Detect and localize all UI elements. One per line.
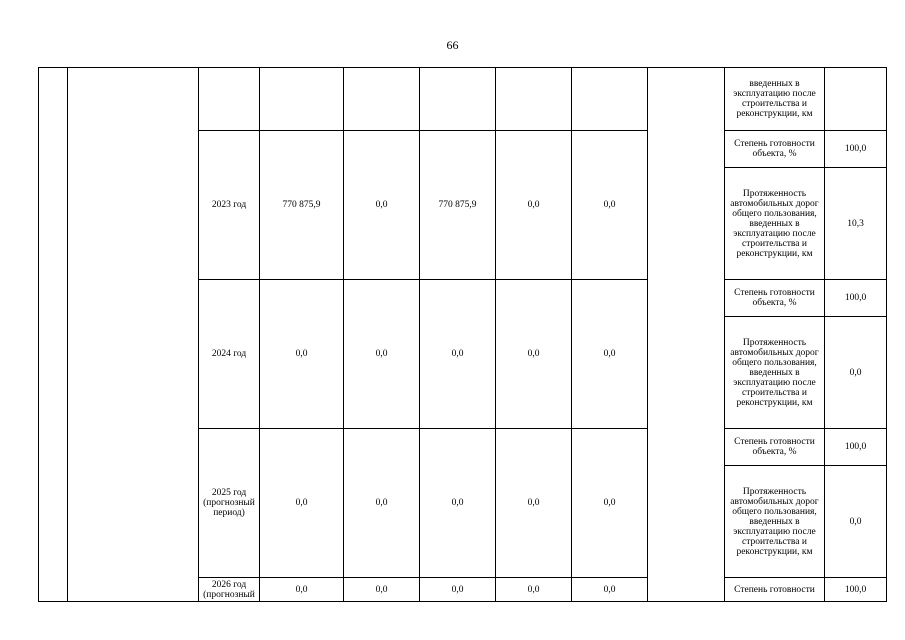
indicator-value-cell: 100,0 (825, 280, 887, 317)
value-cell (344, 68, 420, 131)
indicator-value-cell: 100,0 (825, 131, 887, 168)
value-cell: 0,0 (344, 280, 420, 429)
year-cell: 2026 год (прогнозный (199, 578, 260, 602)
value-cell: 0,0 (260, 429, 344, 578)
indicator-cell: Степень готовности объекта, % (725, 429, 825, 466)
number-cell (39, 68, 68, 602)
indicator-value-cell: 0,0 (825, 317, 887, 429)
value-cell (496, 68, 572, 131)
value-cell: 0,0 (420, 578, 496, 602)
value-cell: 0,0 (496, 280, 572, 429)
indicator-cell: введенных в эксплуатацию после строительства и реконструкции, км (725, 68, 825, 131)
value-cell: 0,0 (344, 429, 420, 578)
value-cell: 0,0 (420, 429, 496, 578)
year-cell: 2024 год (199, 280, 260, 429)
indicator-cell: Протяженность автомобильных дорог общего пользования, введенных в эксплуатацию после строительства и реконструкции, км (725, 466, 825, 578)
value-cell: 0,0 (344, 131, 420, 280)
value-cell: 0,0 (496, 131, 572, 280)
value-cell: 0,0 (260, 578, 344, 602)
name-cell (68, 68, 199, 602)
table-row-continued (39, 68, 887, 131)
indicator-value-cell (825, 68, 887, 131)
indicator-value-cell: 100,0 (825, 429, 887, 466)
value-cell: 770 875,9 (420, 131, 496, 280)
year-cell (199, 68, 260, 131)
indicator-cell: Степень готовности объекта, % (725, 280, 825, 317)
indicator-cell: Степень готовности объекта, % (725, 131, 825, 168)
value-cell: 0,0 (572, 429, 648, 578)
value-cell: 0,0 (496, 578, 572, 602)
program-table (38, 67, 887, 602)
value-cell: 0,0 (420, 280, 496, 429)
indicator-cell: Степень готовности (725, 578, 825, 602)
value-cell: 0,0 (496, 429, 572, 578)
value-cell: 0,0 (572, 131, 648, 280)
value-cell: 770 875,9 (260, 131, 344, 280)
value-cell: 0,0 (260, 280, 344, 429)
year-cell: 2023 год (199, 131, 260, 280)
value-cell: 0,0 (572, 578, 648, 602)
indicator-cell: Протяженность автомобильных дорог общего пользования, введенных в эксплуатацию после строительства и реконструкции, км (725, 168, 825, 280)
indicator-value-cell: 100,0 (825, 578, 887, 602)
executor-cell (648, 68, 725, 602)
value-cell: 0,0 (572, 280, 648, 429)
value-cell: 0,0 (344, 578, 420, 602)
value-cell (260, 68, 344, 131)
value-cell (420, 68, 496, 131)
value-cell (572, 68, 648, 131)
indicator-value-cell: 10,3 (825, 168, 887, 280)
page-number: 66 (446, 38, 459, 52)
indicator-value-cell: 0,0 (825, 466, 887, 578)
year-cell: 2025 год (прогнозный период) (199, 429, 260, 578)
indicator-cell: Протяженность автомобильных дорог общего пользования, введенных в эксплуатацию после строительства и реконструкции, км (725, 317, 825, 429)
